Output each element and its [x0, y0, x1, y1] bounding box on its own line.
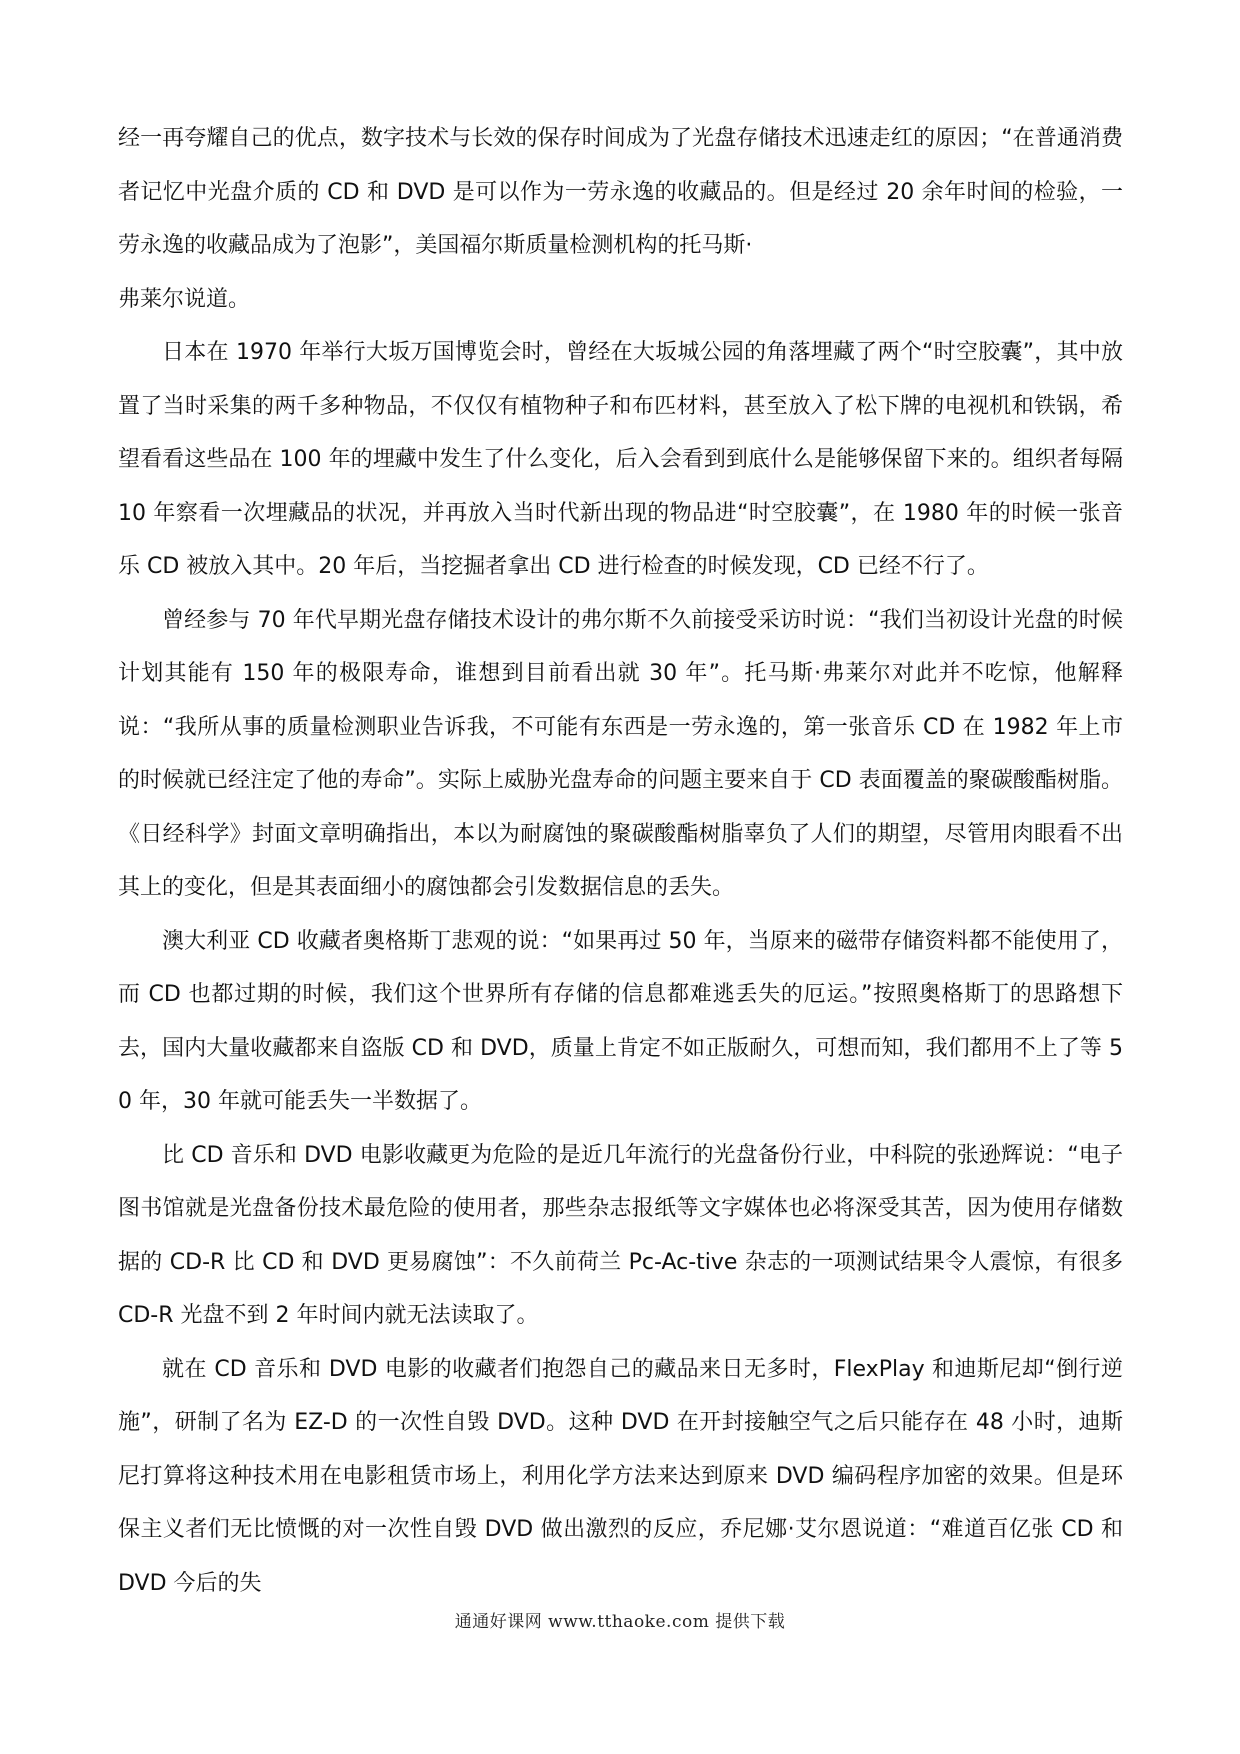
- paragraph: 比 CD 音乐和 DVD 电影收藏更为危险的是近几年流行的光盘备份行业，中科院的张逊辉说：“电子图书馆就是光盘备份技术最危险的使用者，那些杂志报纸等文字媒体也必将深受其苦，因为使用存储数据的 CD-R 比 CD 和 DVD 更易腐蚀”：不久前荷兰 Pc-Ac-tive 杂志的一项测试结果令人震惊，有很多 CD-R 光盘不到 2 年时间内就无法读取了。: [118, 1142, 1123, 1328]
- paragraph: 澳大利亚 CD 收藏者奥格斯丁悲观的说：“如果再过 50 年，当原来的磁带存储资料都不能使用了，而 CD 也都过期的时候，我们这个世界所有存储的信息都难逃丢失的厄运。”按照奥格斯丁的思路想下去，国内大量收藏都来自盗版 CD 和 DVD，质量上肯定不如正版耐久，可想而知，我们都用不上了等 50 年，30 年就可能丢失一半数据了。: [118, 928, 1123, 1114]
- paragraph: 日本在 1970 年举行大坂万国博览会时，曾经在大坂城公园的角落埋藏了两个“时空胶囊”，其中放置了当时采集的两千多种物品，不仅仅有植物种子和布匹材料，甚至放入了松下牌的电视机和铁锅，希望看看这些品在 100 年的埋藏中发生了什么变化，后入会看到到底什么是能够保留下来的。组织者每隔 10 年察看一次埋藏品的状况，并再放入当时代新出现的物品进“时空胶囊”，在 1980 年的时候一张音乐 CD 被放入其中。20 年后，当挖掘者拿出 CD 进行检查的时候发现，CD 已经不行了。: [118, 340, 1123, 579]
- page-footer: 通通好课网 www.tthaoke.com 提供下载: [454, 1612, 786, 1632]
- document-body: [118, 112, 1123, 1610]
- paragraph: 曾经参与 70 年代早期光盘存储技术设计的弗尔斯不久前接受采访时说：“我们当初设计光盘的时候计划其能有 150 年的极限寿命，谁想到目前看出就 30 年”。托马斯·弗莱尔对此并不吃惊，他解释说：“我所从事的质量检测职业告诉我，不可能有东西是一劳永逸的，第一张音乐 CD 在 1982 年上市的时候就已经注定了他的寿命”。实际上威胁光盘寿命的问题主要来自于 CD 表面覆盖的聚碳酸酯树脂。《日经科学》封面文章明确指出，本以为耐腐蚀的聚碳酸酯树脂辜负了人们的期望，尽管用肉眼看不出其上的变化，但是其表面细小的腐蚀都会引发数据信息的丢失。: [118, 607, 1123, 900]
- paragraph: 弗莱尔说道。: [118, 286, 251, 312]
- paragraph: 经一再夸耀自己的优点，数字技术与长效的保存时间成为了光盘存储技术迅速走红的原因；“在普通消费者记忆中光盘介质的 CD 和 DVD 是可以作为一劳永逸的收藏品的。但是经过 20 余年时间的检验，一劳永逸的收藏品成为了泡影”，美国福尔斯质量检测机构的托马斯·: [118, 126, 1123, 258]
- paragraph: 就在 CD 音乐和 DVD 电影的收藏者们抱怨自己的藏品来日无多时，FlexPlay 和迪斯尼却“倒行逆施”，研制了名为 EZ-D 的一次性自毁 DVD。这种 DVD 在开封接触空气之后只能存在 48 小时，迪斯尼打算将这种技术用在电影租赁市场上，利用化学方法来达到原来 DVD 编码程序加密的效果。但是环保主义者们无比愤慨的对一次性自毁 DVD 做出激烈的反应，乔尼娜·艾尔恩说道：“难道百亿张 CD 和 DVD 今后的失: [118, 1356, 1123, 1596]
